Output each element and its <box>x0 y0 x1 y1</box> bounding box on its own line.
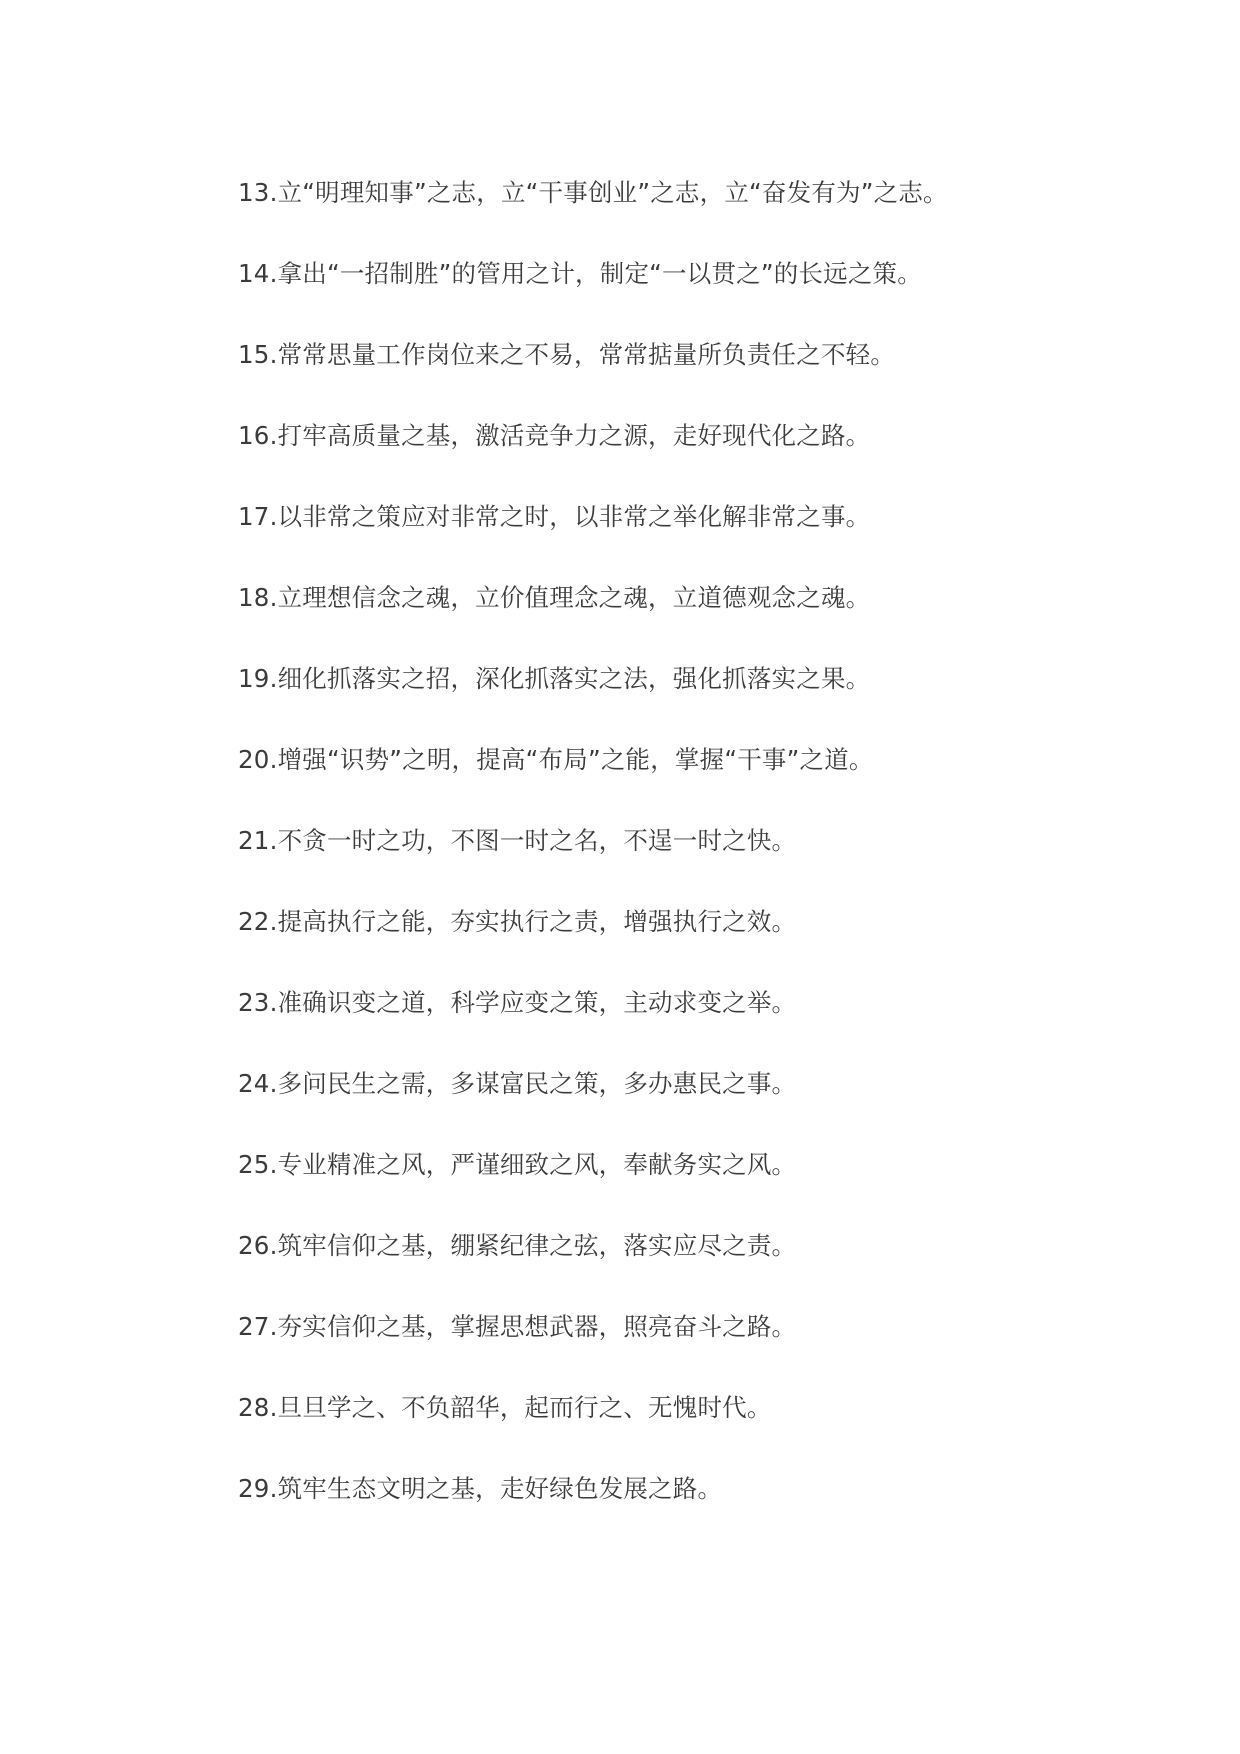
list-item: 17.以非常之策应对非常之时，以非常之举化解非常之事。 <box>238 502 871 531</box>
list-item: 29.筑牢生态文明之基，走好绿色发展之路。 <box>238 1474 723 1503</box>
list-item: 20.增强“识势”之明，提高“布局”之能，掌握“干事”之道。 <box>238 745 874 774</box>
list-item: 18.立理想信念之魂，立价值理念之魂，立道德观念之魂。 <box>238 583 871 612</box>
phrase-list <box>238 172 1198 1549</box>
list-item: 26.筑牢信仰之基，绷紧纪律之弦，落实应尽之责。 <box>238 1231 797 1260</box>
list-item: 13.立“明理知事”之志，立“干事创业”之志，立“奋发有为”之志。 <box>238 178 948 207</box>
list-item: 22.提高执行之能，夯实执行之责，增强执行之效。 <box>238 907 797 936</box>
list-item: 27.夯实信仰之基，掌握思想武器，照亮奋斗之路。 <box>238 1312 797 1341</box>
list-item: 14.拿出“一招制胜”的管用之计，制定“一以贯之”的长远之策。 <box>238 259 922 288</box>
list-item: 24.多问民生之需，多谋富民之策，多办惠民之事。 <box>238 1069 797 1098</box>
list-item: 15.常常思量工作岗位来之不易，常常掂量所负责任之不轻。 <box>238 340 896 369</box>
list-item: 28.旦旦学之、不负韶华，起而行之、无愧时代。 <box>238 1393 772 1422</box>
list-item: 25.专业精准之风，严谨细致之风，奉献务实之风。 <box>238 1150 797 1179</box>
list-item: 16.打牢高质量之基，激活竞争力之源，走好现代化之路。 <box>238 421 871 450</box>
list-item: 21.不贪一时之功，不图一时之名，不逞一时之快。 <box>238 826 797 855</box>
list-item: 19.细化抓落实之招，深化抓落实之法，强化抓落实之果。 <box>238 664 871 693</box>
list-item: 23.准确识变之道，科学应变之策，主动求变之举。 <box>238 988 797 1017</box>
